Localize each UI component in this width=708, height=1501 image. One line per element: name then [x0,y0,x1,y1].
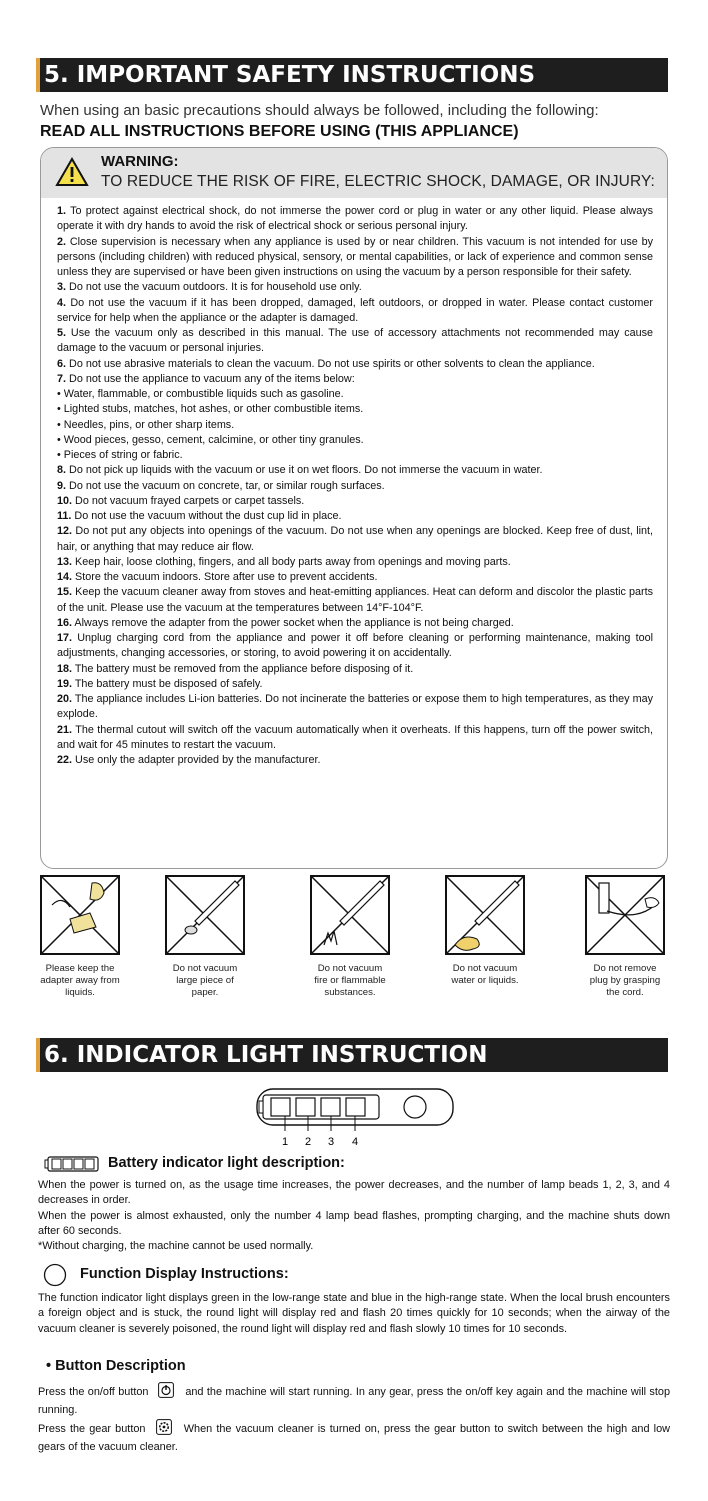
battery-heading: Battery indicator light description: [108,1155,345,1171]
safety-rule [57,418,653,433]
rule-number: 19. [57,677,73,690]
safety-rule [57,402,653,417]
safety-rule [57,296,653,327]
keep-adapter-from-liquids-icon [40,875,120,955]
rule-number: 6. [57,357,67,370]
safety-icon-caption: Do not vacuum fire or flammable substances. [314,963,386,998]
rule-text: • Needles, pins, or other sharp items. [57,418,235,431]
indicator-panel-diagram-icon [255,1087,455,1149]
safety-rule [57,494,653,509]
rule-text: Unplug charging cord from the appliance and power it off before cleaning or performing maintenance, making tool adjustments, changing accessories, or storing, to avoid powering it on accidentally. [57,632,653,660]
safety-rule [57,280,653,295]
safety-rule [57,463,653,478]
safety-rules-list [57,204,653,768]
safety-icon-caption: Please keep the adapter away from liquids. [40,963,120,998]
safety-rule [57,387,653,402]
rule-number: 15. [57,586,73,599]
rule-text: Keep the vacuum cleaner away from stoves and heat-emitting appliances. Heat can deform and discolor the plastic parts of the unit. Please use the vacuum at the temperatures between 14°F-104°F. [57,586,653,614]
warning-title: WARNING: [101,153,179,170]
safety-rule [57,677,653,692]
rule-text: Do not use the vacuum on concrete, tar, or similar rough surfaces. [69,479,385,492]
battery-description [38,1178,670,1254]
rule-text: Do not put any objects into openings of the vacuum. Do not use when any openings are blocked. Keep free of dust, lint, hair, or anything that may reduce air flow. [57,525,654,553]
rule-text: Do not vacuum frayed carpets or carpet tassels. [75,494,305,507]
gear-text-a: Press the gear button [38,1422,146,1435]
gear-text-b: When the vacuum cleaner is turned on, press the gear button to switch between the high and low gears of the vacuum cleaner. [38,1422,670,1453]
safety-icon-2 [165,875,245,999]
rule-text: Close supervision is necessary when any appliance is used by or near children. This vacuum is not intended for use by persons (including children) with reduced physical, sensory, or mental capabilities, or lack of experience and common sense unless they are supervised or have been given instructions on using the vacuum by a person responsible for their safety. [57,235,653,278]
warning-box [40,147,668,869]
safety-rule [57,326,653,357]
rule-text: • Wood pieces, gesso, cement, calcimine, or other tiny granules. [57,433,364,446]
safety-rule [57,631,653,662]
onoff-paragraph [38,1382,670,1419]
intro-text: When using an basic precautions should always be followed, including the following: [40,102,599,119]
rule-text: • Water, flammable, or combustible liquids such as gasoline. [57,388,344,400]
rule-number: 14. [57,571,73,583]
rule-text: Keep hair, loose clothing, fingers, and all body parts away from openings and moving parts. [75,555,511,568]
safety-rule [57,448,653,463]
safety-icon-4 [445,875,525,987]
safety-rule [57,555,653,570]
rule-text: Do not use the appliance to vacuum any of the items below: [69,372,355,385]
panel-number: 3 [327,1136,335,1148]
rule-number: 21. [57,723,73,736]
safety-rule [57,479,653,494]
safety-rule [57,662,653,677]
rule-number: 22. [57,754,73,766]
rule-text: To protect against electrical shock, do not immerse the power cord or plug in water or any other liquid. Please always operate it with dry hands to avoid the risk of electrical shock or serious personal injury. [57,205,653,233]
safety-icon-1 [40,875,120,999]
rule-text: Always remove the adapter from the power socket when the appliance is not being charged. [74,616,514,629]
panel-number: 2 [304,1136,312,1148]
rule-number: 18. [57,662,73,675]
rule-number: 11. [57,510,72,522]
rule-text: The battery must be disposed of safely. [74,677,263,690]
panel-number: 1 [281,1136,289,1148]
warning-header [41,148,667,198]
rule-number: 8. [57,464,67,477]
rule-text: Do not use the vacuum without the dust cup lid in place. [74,510,342,522]
no-vacuum-paper-icon [165,875,245,955]
gear-paragraph [38,1419,670,1456]
safety-rule [57,570,653,585]
safety-rule [57,524,653,555]
safety-rule [57,357,653,372]
function-heading: Function Display Instructions: [80,1266,289,1282]
rule-text: The thermal cutout will switch off the vacuum automatically when it overheats. If this happens, turn off the power switch, and wait for 45 minutes to restart the vacuum. [57,723,653,751]
safety-rule [57,509,653,524]
safety-rule [57,372,653,387]
onoff-text-a: Press the on/off button [38,1386,149,1398]
safety-icon-5 [585,875,665,999]
rule-number: 20. [57,693,73,705]
no-pull-cord-icon [585,875,665,955]
no-vacuum-fire-icon [310,875,390,955]
no-vacuum-water-icon [445,875,525,955]
warning-text: TO REDUCE THE RISK OF FIRE, ELECTRIC SHOCK, DAMAGE, OR INJURY: [101,173,655,190]
safety-rule [57,585,653,616]
indicator-panel [255,1087,455,1154]
section-5-title: 5. IMPORTANT SAFETY INSTRUCTIONS [36,58,668,92]
button-heading: • Button Description [46,1358,186,1374]
safety-rule [57,433,653,448]
rule-number: 13. [57,555,73,568]
rule-text: • Lighted stubs, matches, hot ashes, or other combustible items. [57,403,364,416]
rule-number: 3. [57,281,67,294]
rule-number: 4. [57,296,67,309]
power-button-icon [158,1382,174,1403]
rule-text: Do not use the vacuum if it has been dropped, damaged, left outdoors, or dropped in water. Please contact customer service for help when the appliance or the adapter is damaged. [57,296,653,324]
rule-text: Do not use abrasive materials to clean the vacuum. Do not use spirits or other solvents to clean the appliance. [69,357,595,370]
rule-number: 2. [57,235,67,248]
button-description [38,1382,670,1455]
safety-icon-3 [310,875,390,999]
rule-number: 1. [57,205,67,217]
function-light-circle-icon [43,1263,67,1292]
rule-number: 12. [57,525,73,538]
warning-triangle-icon [55,157,89,192]
rule-number: 5. [57,327,67,339]
rule-text: The appliance includes Li-ion batteries. Do not incinerate the batteries or expose them to high temperatures, as they may explode. [57,693,653,721]
battery-paragraph: When the power is almost exhausted, only the number 4 lamp bead flashes, prompting charging, and the machine shuts down after 60 seconds. [38,1209,670,1237]
rule-text: Do not use the vacuum outdoors. It is for household use only. [69,281,362,294]
safety-rule [57,723,653,754]
rule-text: Use only the adapter provided by the manufacturer. [75,754,321,766]
panel-number: 4 [351,1136,359,1148]
section-6-title: 6. INDICATOR LIGHT INSTRUCTION [36,1038,668,1072]
rule-text: Do not pick up liquids with the vacuum or use it on wet floors. Do not immerse the vacuum in water. [69,464,543,477]
battery-paragraph: When the power is turned on, as the usage time increases, the power decreases, and the number of lamp beads 1, 2, 3, and 4 decreases in order. [38,1179,670,1207]
safety-icon-caption: Do not vacuum water or liquids. [451,963,519,986]
function-description: The function indicator light displays green in the low-range state and blue in the high-range state. When the local brush encounters a foreign object and is stuck, the round light will display red and flash 20 times quickly for 10 seconds; when the airway of the vacuum cleaner is severely poisoned, the round light will display red and flash slowly 10 times for 10 seconds. [38,1292,670,1335]
rule-number: 16. [57,616,73,629]
battery-note: *Without charging, the machine cannot be used normally. [38,1240,314,1253]
safety-rule [57,204,653,235]
rule-number: 10. [57,494,73,507]
safety-icon-caption: Do not vacuum large piece of paper. [172,963,238,998]
safety-rule [57,753,653,768]
rule-text: Store the vacuum indoors. Store after use to prevent accidents. [75,571,378,583]
rule-text: The battery must be removed from the appliance before disposing of it. [74,662,414,675]
read-all-instructions: READ ALL INSTRUCTIONS BEFORE USING (THIS APPLIANCE) [40,123,519,140]
safety-rule [57,235,653,281]
safety-rule [57,692,653,723]
rule-number: 9. [57,479,67,492]
battery-icon [44,1156,100,1177]
gear-button-icon [156,1419,172,1440]
safety-icons-row [40,875,668,1015]
rule-number: 7. [57,372,67,385]
onoff-text-b: and the machine will start running. In any gear, press the on/off key again and the machine will stop running. [38,1386,671,1417]
safety-rule [57,616,653,631]
safety-icon-caption: Do not remove plug by grasping the cord. [589,963,661,998]
rule-text: Use the vacuum only as described in this manual. The use of accessory attachments not recommended may cause damage to the vacuum or personal injuries. [57,327,654,355]
rule-number: 17. [57,632,73,644]
rule-text: • Pieces of string or fabric. [57,449,183,461]
